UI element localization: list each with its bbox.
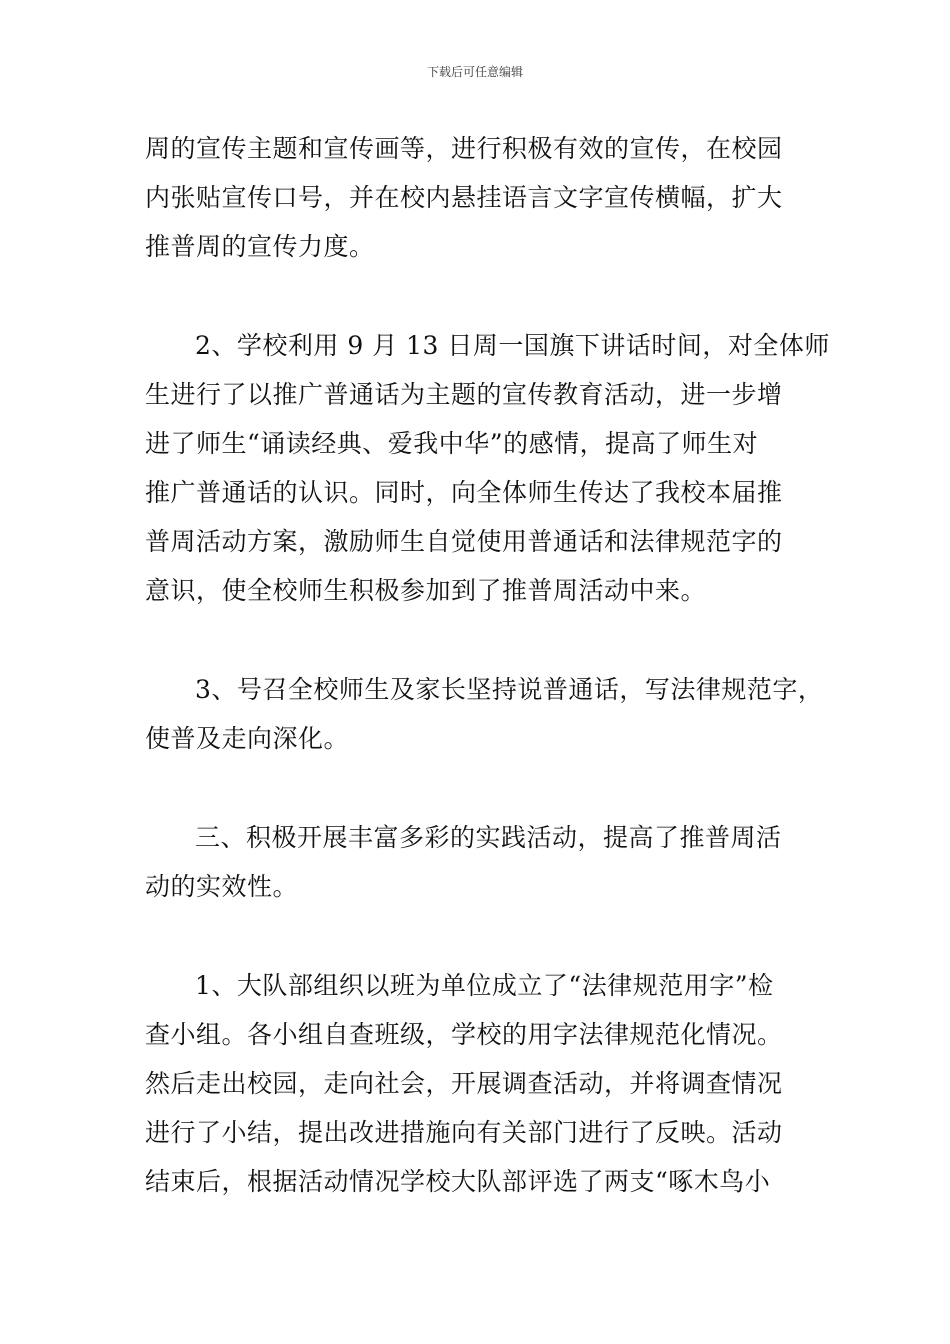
text-line: 内张贴宣传口号，并在校内悬挂语言文字宣传横幅，扩大 — [145, 183, 783, 212]
paragraph-item-1 — [145, 961, 810, 1206]
text-line: 2、学校利用 9 月 13 日周一国旗下讲话时间，对全体师 — [195, 331, 830, 360]
page-header-note: 下载后可任意编辑 — [426, 65, 523, 79]
text-line: 使普及走向深化。 — [145, 724, 350, 753]
text-line: 结束后，根据活动情况学校大队部评选了两支“啄木鸟小 — [145, 1167, 771, 1196]
text-line: 进行了小结，提出改进措施向有关部门进行了反映。活动 — [145, 1118, 783, 1147]
text-line: 周的宣传主题和宣传画等，进行积极有效的宣传，在校园 — [145, 134, 783, 163]
paragraph-item-3 — [145, 665, 824, 763]
text-line: 意识，使全校师生积极参加到了推普周活动中来。 — [145, 576, 707, 605]
paragraph-section-3 — [145, 813, 810, 911]
text-line: 生进行了以推广普通话为主题的宣传教育活动，进一步增 — [145, 380, 783, 409]
text-line: 推普周的宣传力度。 — [145, 232, 375, 261]
text-line: 1、大队部组织以班为单位成立了“法律规范用字”检 — [195, 971, 774, 1000]
section-heading-line: 三、积极开展丰富多彩的实践活动，提高了推普周活 — [195, 823, 782, 852]
text-line: 推广普通话的认识。同时，向全体师生传达了我校本届推 — [145, 478, 783, 507]
text-line: 然后走出校园，走向社会，开展调查活动，并将调查情况 — [145, 1069, 783, 1098]
text-line: 普周活动方案，激励师生自觉使用普通话和法律规范字的 — [145, 527, 783, 556]
paragraph-continuation — [145, 124, 810, 271]
document-body — [145, 124, 830, 1206]
paragraph-item-2 — [145, 321, 830, 615]
text-line: 进了师生“诵读经典、爱我中华”的感情，提高了师生对 — [145, 429, 759, 458]
text-line: 查小组。各小组自查班级，学校的用字法律规范化情况。 — [145, 1020, 783, 1049]
text-line: 动的实效性。 — [145, 872, 299, 901]
text-line: 3、号召全校师生及家长坚持说普通话，写法律规范字， — [195, 675, 824, 704]
